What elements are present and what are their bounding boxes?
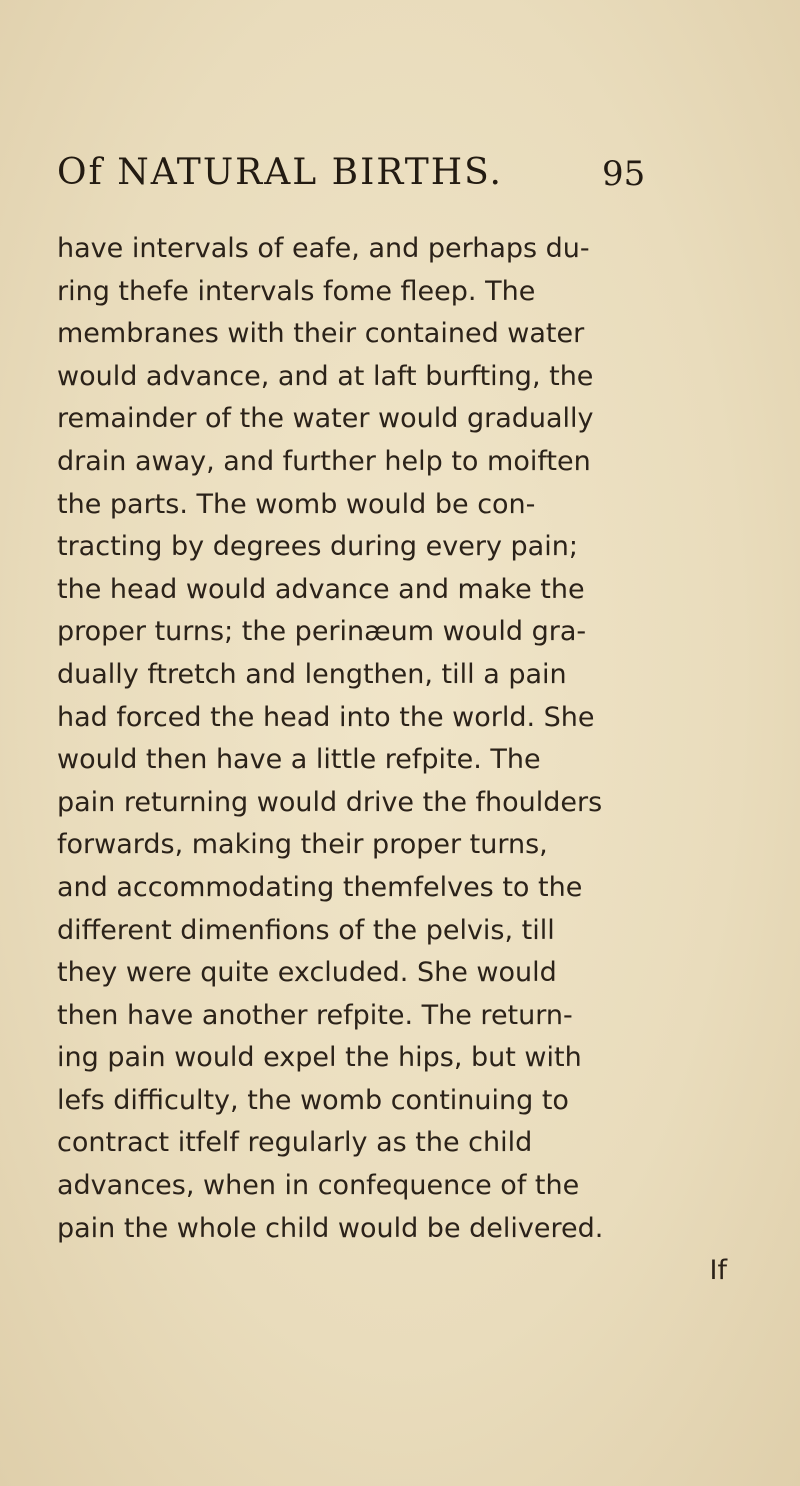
text-line: tracting by degrees during every pain; bbox=[57, 531, 578, 563]
page-number: 95 bbox=[602, 154, 646, 194]
text-line: have intervals of eafe, and perhaps du- bbox=[57, 233, 590, 264]
text-line: lefs difficulty, the womb continuing to bbox=[57, 1084, 569, 1116]
catchword: If bbox=[709, 1255, 727, 1287]
text-line: then have another refpite. The return- bbox=[57, 999, 573, 1031]
text-line: had forced the head into the world. She bbox=[57, 701, 595, 733]
page-header bbox=[57, 152, 737, 208]
text-line: different dimenfions of the pelvis, till bbox=[57, 914, 555, 946]
text-line: pain the whole child would be delivered. bbox=[57, 1212, 604, 1244]
text-line: remainder of the water would gradually bbox=[57, 403, 594, 435]
text-line: the parts. The womb would be con- bbox=[57, 488, 536, 520]
text-line: ring thefe intervals fome fleep. The bbox=[57, 275, 536, 307]
text-line: forwards, making their proper turns, bbox=[57, 829, 548, 861]
text-line: dually ftretch and lengthen, till a pain bbox=[57, 658, 567, 690]
text-line: ing pain would expel the hips, but with bbox=[57, 1042, 582, 1074]
text-line: advances, when in confequence of the bbox=[57, 1170, 580, 1202]
text-line: pain returning would drive the fhoulders bbox=[57, 786, 603, 818]
text-line: would advance, and at laft burfting, the bbox=[57, 360, 594, 392]
text-line: drain away, and further help to moiften bbox=[57, 445, 591, 477]
text-line: they were quite excluded. She would bbox=[57, 957, 557, 989]
text-line: would then have a little refpite. The bbox=[57, 744, 541, 776]
body-text bbox=[57, 228, 737, 1293]
text-line: membranes with their contained water bbox=[57, 318, 585, 350]
text-line: the head would advance and make the bbox=[57, 573, 585, 605]
running-title: Of NATURAL BIRTHS. bbox=[57, 152, 503, 193]
text-line: contract itfelf regularly as the child bbox=[57, 1127, 533, 1159]
text-line: and accommodating themfelves to the bbox=[57, 871, 583, 903]
text-line: proper turns; the perinæum would gra- bbox=[57, 616, 587, 648]
